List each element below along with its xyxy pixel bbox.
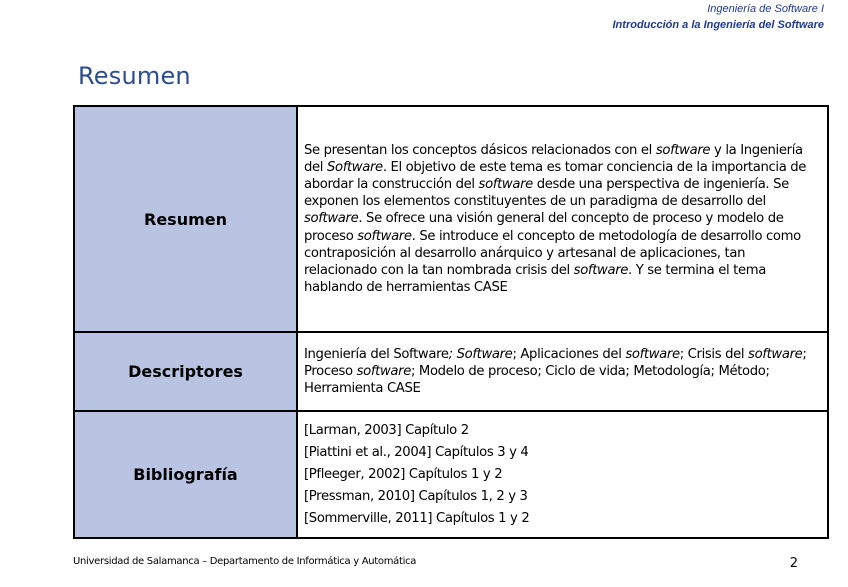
text-run: . El objetivo de este tema es tomar conciencia de la importancia de abordar la construcción del <box>304 159 807 192</box>
italic-term: software <box>748 346 803 362</box>
italic-term: software <box>573 263 629 278</box>
italic-term: software <box>478 176 533 192</box>
summary-table <box>73 105 829 539</box>
page-number: 2 <box>789 556 798 571</box>
bibliography-item: [Larman, 2003] Capítulo 2 <box>304 422 469 438</box>
text-run: ; Crisis del <box>679 346 749 362</box>
footer-institution: Universidad de Salamanca – Departamento de Informática y Automática <box>73 556 417 567</box>
text-run: ; Proceso <box>304 346 807 379</box>
italic-term: software <box>655 142 711 158</box>
italic-term: ; Software <box>448 346 513 362</box>
italic-term: software <box>304 211 359 227</box>
italic-term: software <box>625 346 680 362</box>
text-run: y la Ingeniería del <box>304 142 803 175</box>
table-row-summary <box>74 106 828 332</box>
unit-title: Introducción a la Ingeniería del Software <box>612 19 824 31</box>
bibliography-item: [Pfleeger, 2002] Capítulos 1 y 2 <box>304 466 503 482</box>
text-run: Ingeniería del Software <box>304 346 449 362</box>
italic-term: Software <box>326 159 383 175</box>
text-run: . Y se termina el tema hablando de herramientas CASE <box>304 263 766 296</box>
bibliography-item: [Sommerville, 2011] Capítulos 1 y 2 <box>304 510 530 526</box>
table-row-bibliography <box>74 411 828 538</box>
descriptors-label: Descriptores <box>74 332 297 411</box>
bibliography-item: [Piattini et al., 2004] Capítulos 3 y 4 <box>304 444 529 460</box>
summary-text <box>297 106 828 332</box>
text-run: ; Aplicaciones del <box>512 346 626 362</box>
text-run: ; Modelo de proceso; Ciclo de vida; Metodología; Método; Herramienta CASE <box>304 363 770 397</box>
descriptors-text <box>297 332 828 411</box>
text-run: . Se introduce el concepto de metodología de desarrollo como contraposición al desarrollo anárquico y artesanal de aplicaciones, tan relacionado con la tan nombrada crisis del <box>304 228 801 278</box>
page-title: Resumen <box>78 62 191 90</box>
italic-term: software <box>357 228 412 244</box>
bibliography-list <box>297 411 828 538</box>
course-name: Ingeniería de Software I <box>707 3 824 15</box>
text-run: Se presentan los conceptos dásicos relacionados con el <box>304 142 656 158</box>
table-row-descriptors <box>74 332 828 411</box>
bibliography-item: [Pressman, 2010] Capítulos 1, 2 y 3 <box>304 488 528 504</box>
text-run: . Se ofrece una visión general del concepto de proceso y modelo de proceso <box>304 211 784 244</box>
italic-term: software <box>356 363 411 379</box>
text-run: desde una perspectiva de ingeniería. Se exponen los elementos constituyentes de un paradigma de desarrollo del <box>304 176 789 210</box>
bibliography-label: Bibliografía <box>74 411 297 538</box>
summary-label: Resumen <box>74 106 297 332</box>
page-header <box>613 2 825 32</box>
